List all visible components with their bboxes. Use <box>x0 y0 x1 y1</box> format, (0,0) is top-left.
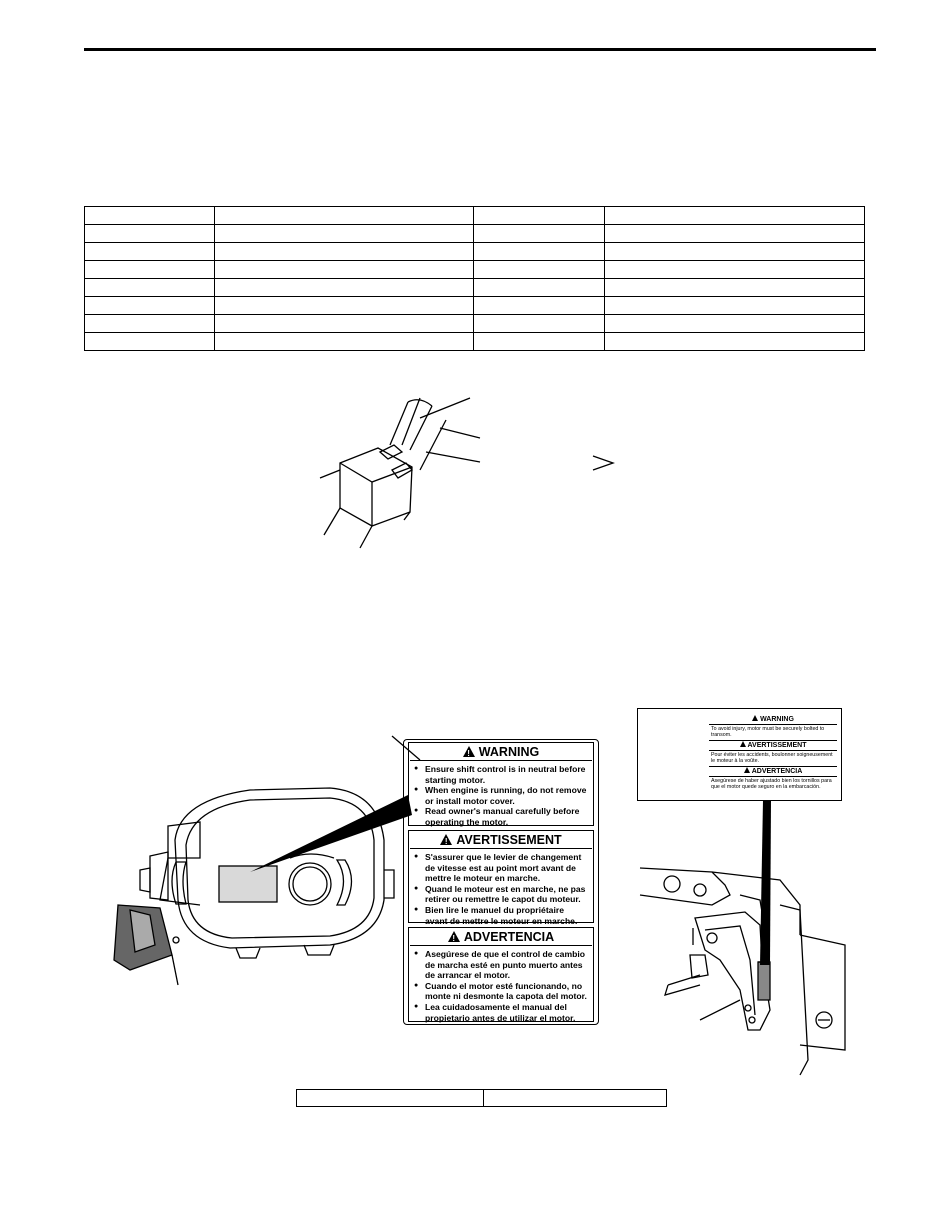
motor-cover-illustration <box>114 736 420 985</box>
warning-panel-french <box>408 830 594 926</box>
clamp-bracket-illustration <box>640 868 845 1075</box>
warning-heading: !WARNING <box>410 745 592 761</box>
list-item: ● S'assurer que le levier de changement de vitesse est au point mort avant de mettre le moteur en marche. <box>414 852 588 884</box>
avertissement-heading: !AVERTISSEMENT <box>410 833 592 849</box>
warning-triangle-icon <box>463 746 475 757</box>
leader-wedge <box>250 795 412 872</box>
decal-advertencia-text: Asegúrese de haber ajustado bien los tornillos para que el motor quede seguro en la embarcación. <box>711 777 832 791</box>
caption-table <box>296 1089 667 1107</box>
list-item: ● Ensure shift control is in neutral before starting motor. <box>414 764 588 785</box>
decal-advertencia-heading: ADVERTENCIA <box>709 766 837 777</box>
warning-panel-spanish <box>408 927 594 1022</box>
decal-warning-text: To avoid injury, motor must be securely bolted to transom. <box>711 726 825 739</box>
decal-leader <box>760 800 771 965</box>
list-item: ● Bien lire le manuel du propriétaire avant de mettre le moteur en marche. <box>414 905 588 926</box>
list-item: ● Quand le moteur est en marche, ne pas retirer ou remettre le capot du moteur. <box>414 884 588 905</box>
list-item: ● Cuando el motor esté funcionando, no monte ni desmonte la capota del motor. <box>414 981 588 1002</box>
list-item: ● Lea cuidadosamente el manual del propietario antes de utilizar el motor. <box>414 1002 588 1023</box>
list-item: ● Asegúrese de que el control de cambio de marcha esté en punto muerto antes de arrancar el motor. <box>414 949 588 981</box>
warning-triangle-icon <box>744 767 750 773</box>
decal-avertissement-heading: AVERTISSEMENT <box>709 740 837 751</box>
decal-avertissement-text: Pour éviter les accidents, boulonner soigneusement le moteur à la voûte. <box>711 751 833 765</box>
advertencia-heading: !ADVERTENCIA <box>410 930 592 946</box>
connector-illustration <box>320 398 613 548</box>
list-item: ● When engine is running, do not remove or install motor cover. <box>414 785 588 806</box>
warning-triangle-icon <box>448 931 460 942</box>
clamp-decal-text <box>709 715 837 797</box>
warning-triangle-icon <box>440 834 452 845</box>
warning-panel-english <box>408 742 594 826</box>
list-item: ● Read owner's manual carefully before operating the motor. <box>414 806 588 827</box>
warning-triangle-icon <box>740 741 746 747</box>
table-row <box>297 1090 667 1107</box>
warning-triangle-icon <box>752 715 758 721</box>
decal-warning-heading: WARNING <box>709 715 837 725</box>
